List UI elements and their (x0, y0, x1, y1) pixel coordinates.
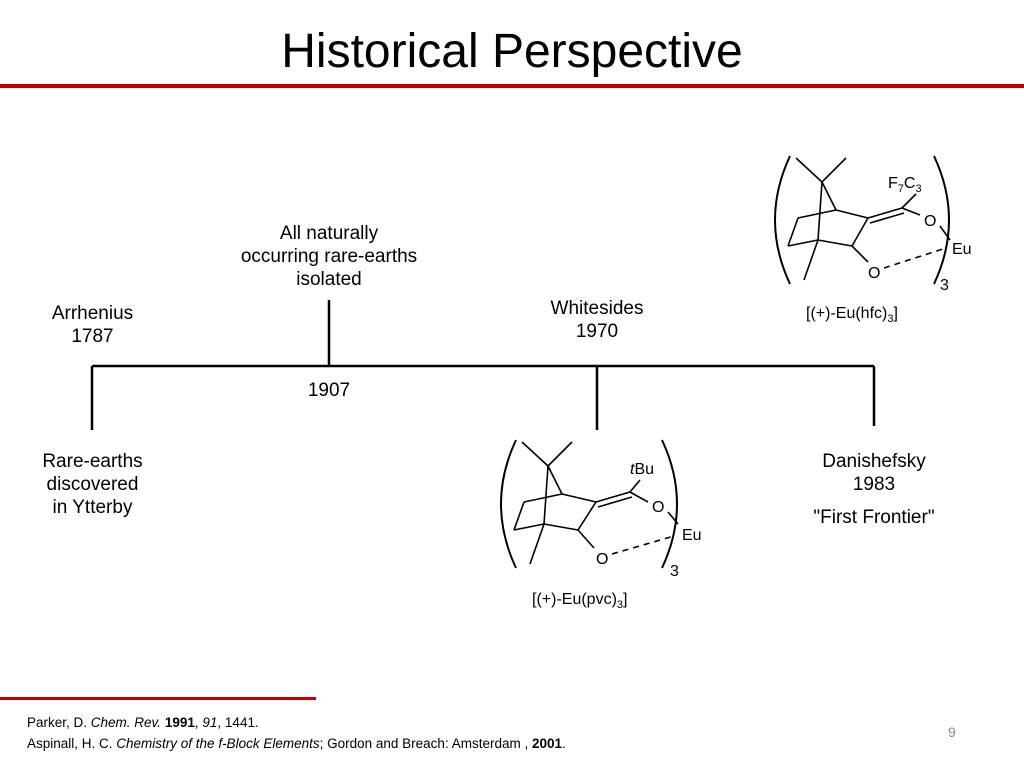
hfc-substituent-f: F (888, 175, 898, 192)
isolated-line1: All naturally (279, 223, 379, 244)
pvc-caption-sub: 3 (616, 599, 624, 611)
hfc-caption-sub: 3 (887, 313, 894, 325)
label-1907: 1907 (307, 380, 351, 401)
svg-text:[(+)-Eu(hfc)3] (806, 305, 898, 325)
label-arrhenius (20, 302, 165, 348)
svg-text:tBu (630, 461, 654, 478)
ytterby-line1: Rare-earths (42, 451, 143, 472)
arrhenius-year: 1787 (71, 326, 114, 347)
label-ytterby (20, 450, 165, 519)
pvc-caption-end: ] (623, 591, 628, 608)
hfc-caption: [(+)-Eu(hfc) (806, 305, 888, 322)
pvc-substituent: Bu (634, 461, 655, 478)
pvc-oxygen-top: O (652, 499, 665, 516)
danishefsky-name: Danishefsky (822, 451, 926, 472)
ytterby-line3: in Ytterby (52, 497, 133, 518)
pvc-metal: Eu (682, 527, 702, 544)
hfc-multiplier: 3 (940, 277, 949, 294)
svg-text:[(+)-Eu(pvc)3] (532, 591, 627, 611)
slide-title: Historical Perspective (281, 25, 743, 78)
pvc-oxygen-bottom: O (596, 551, 609, 568)
danishefsky-year: 1983 (852, 474, 896, 495)
pvc-tert: t (630, 461, 635, 478)
page-number: 9 (948, 724, 956, 740)
ytterby-line2: discovered (46, 474, 139, 495)
hfc-caption-end: ] (893, 305, 898, 322)
arrhenius-name: Arrhenius (51, 303, 134, 324)
whitesides-year: 1970 (575, 321, 619, 342)
reference-1: Parker, D. Chem. Rev. 1991, 91, 1441. (27, 715, 259, 730)
hfc-substituent-c: C (903, 175, 916, 192)
pvc-multiplier: 3 (670, 563, 679, 580)
svg-text:F7C3 (888, 175, 922, 195)
footnote-divider (0, 697, 316, 700)
whitesides-name: Whitesides (550, 298, 644, 319)
references (27, 712, 566, 754)
hfc-metal: Eu (952, 241, 972, 258)
hfc-sub7: 7 (897, 183, 904, 195)
hfc-oxygen-bottom: O (868, 265, 881, 282)
label-isolated (214, 222, 444, 291)
pvc-caption: [(+)-Eu(pvc) (532, 591, 617, 608)
isolated-line2: occurring rare-earths (240, 246, 418, 267)
reference-2: Aspinall, H. C. Chemistry of the f-Block Elements; Gordon and Breach: Amsterdam , 2001. (27, 736, 566, 751)
hfc-sub3: 3 (915, 183, 922, 195)
label-danishefsky (790, 450, 958, 529)
danishefsky-quote: "First Frontier" (813, 507, 935, 528)
hfc-oxygen-top: O (924, 213, 937, 230)
label-whitesides (522, 297, 672, 343)
isolated-line3: isolated (296, 269, 362, 290)
